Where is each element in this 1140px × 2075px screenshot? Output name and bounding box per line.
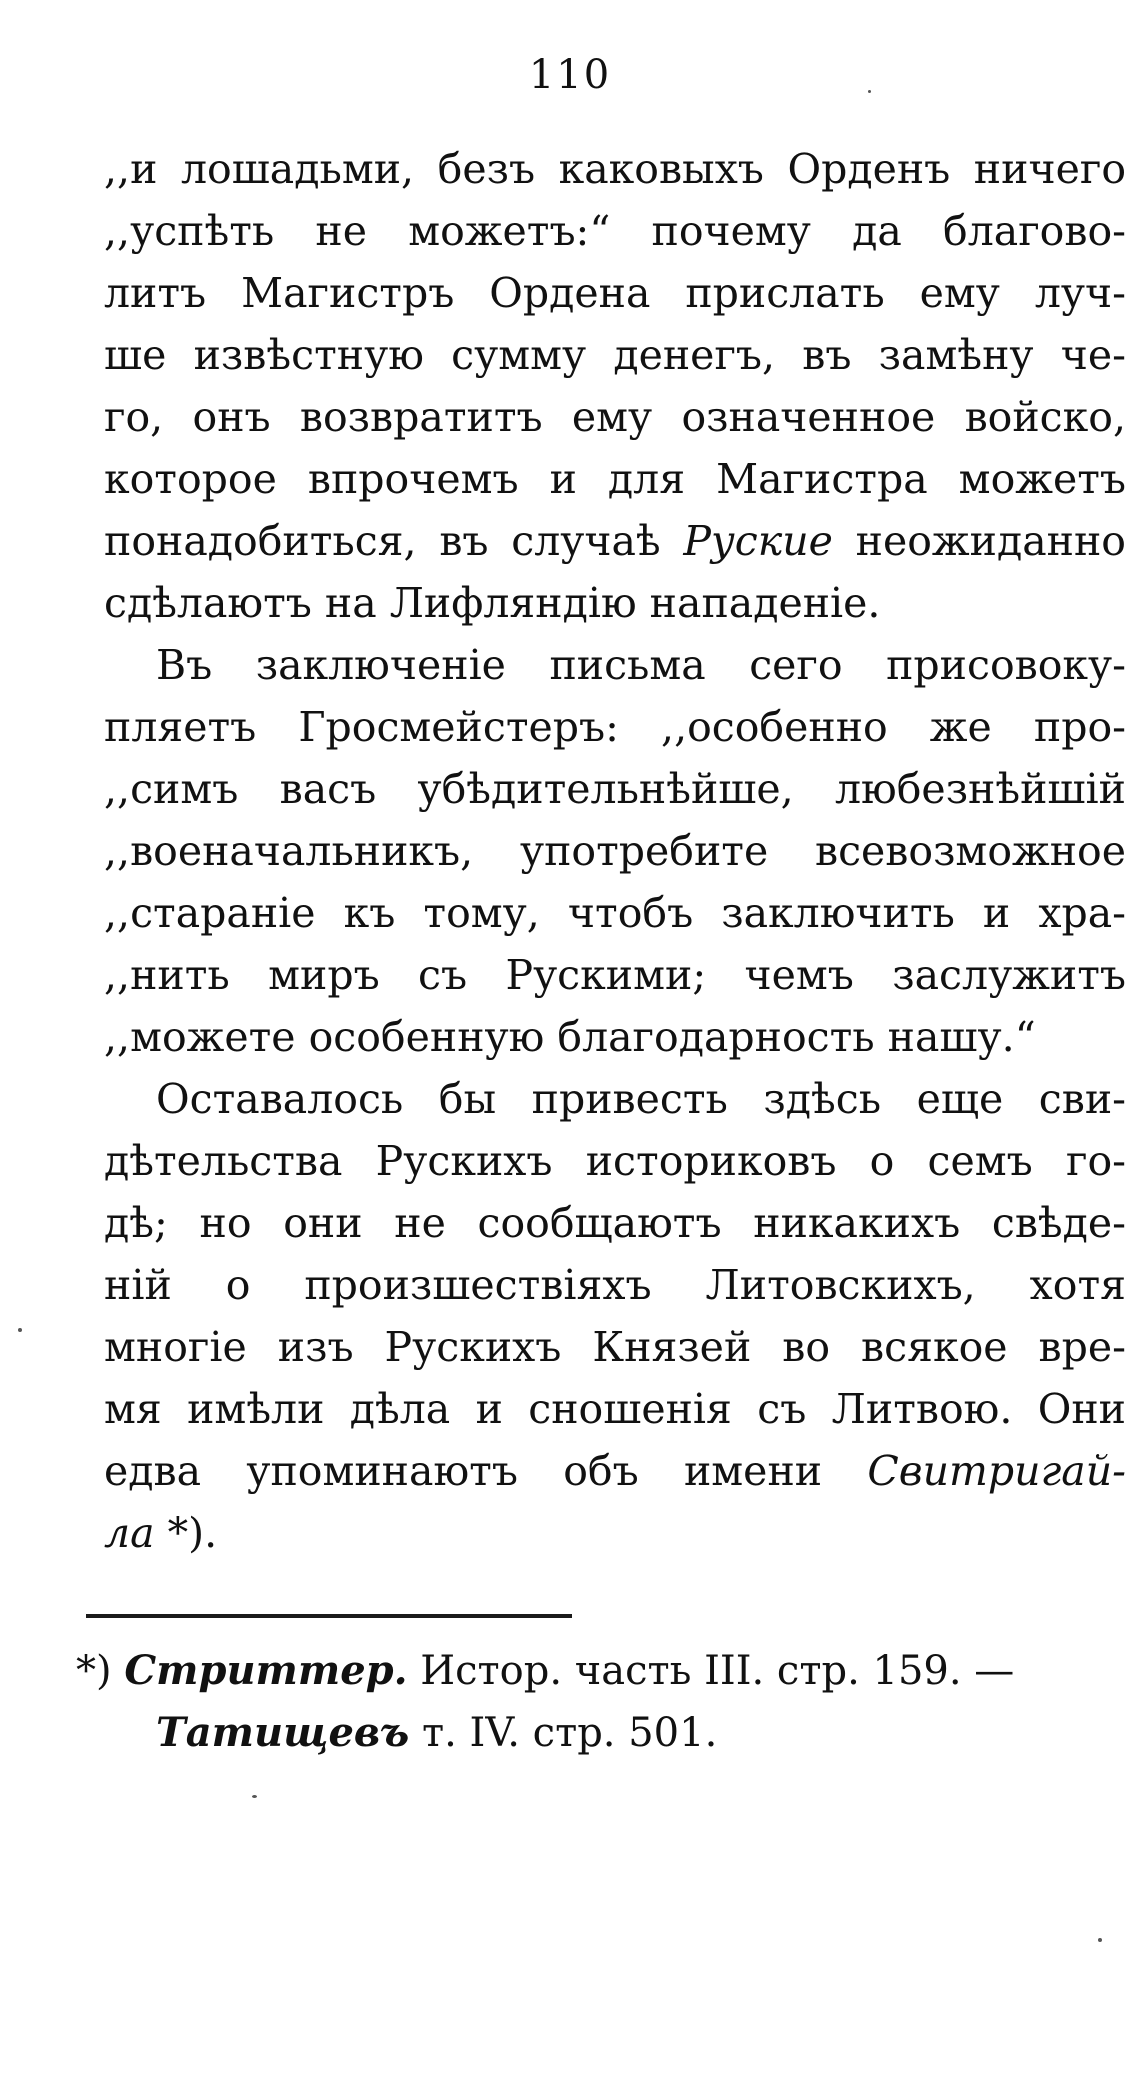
footnote-author: Стриттер. — [124, 1647, 408, 1694]
footnote-author: Татищевъ — [156, 1709, 410, 1756]
footnote-reference: т. IV. стр. 501. — [421, 1710, 718, 1756]
scan-speck — [1098, 1938, 1102, 1942]
scan-speck — [252, 1795, 257, 1798]
text-line-with-italic: ла *). — [104, 1509, 218, 1557]
italic-word: Руские — [683, 517, 833, 565]
text-line-with-italic: понадобиться, въ случаѣ Руские неожиданно — [104, 517, 1126, 565]
text-line: литъ Магистръ Ордена прислать ему луч- — [104, 269, 1126, 317]
page-number: 110 — [528, 52, 612, 98]
text-line: ній о произшествіяхъ Литовскихъ, хотя — [104, 1261, 1126, 1309]
text-line: ,,стараніе къ тому, чтобъ заключить и хра- — [104, 889, 1126, 937]
main-text — [104, 138, 1126, 1564]
text-line: го, онъ возвратитъ ему означенное войско, — [104, 393, 1126, 441]
text-line: ,,военачальникъ, употребите всевозможное — [104, 827, 1126, 875]
text-line: ,,симъ васъ убѣдительнѣйше, любезнѣйшій — [104, 765, 1126, 813]
text-line: ше извѣстную сумму денегъ, въ замѣну че- — [104, 331, 1126, 379]
footnote — [76, 1640, 1136, 1764]
text-line: ,,можете особенную благодарность нашу.“ — [104, 1013, 1036, 1061]
text-line: дѣтельства Рускихъ историковъ о семъ го- — [104, 1137, 1126, 1185]
footnote-marker: *) — [76, 1648, 112, 1694]
text-line: Въ заключеніе письма сего присовоку- — [156, 641, 1126, 689]
text-line: сдѣлаютъ на Лифляндію нападеніе. — [104, 579, 881, 627]
italic-word: Свитригай- — [867, 1447, 1126, 1495]
text-line: ,,нить миръ съ Рускими; чемъ заслужитъ — [104, 951, 1126, 999]
text-line: Оставалось бы привесть здѣсь еще сви- — [156, 1075, 1126, 1123]
footnote-reference: Истор. часть III. стр. 159. — — [420, 1648, 1015, 1694]
text-line: мя имѣли дѣла и сношенія съ Литвою. Они — [104, 1385, 1126, 1433]
text-line: которое впрочемъ и для Магистра можетъ — [104, 455, 1126, 503]
text-line: многіе изъ Рускихъ Князей во всякое вре- — [104, 1323, 1126, 1371]
footnote-line — [76, 1640, 1136, 1702]
footnote-divider — [86, 1614, 572, 1618]
scan-speck — [868, 90, 871, 93]
text-line: ,,и лошадьми, безъ каковыхъ Орденъ ничего — [104, 145, 1126, 193]
italic-word: ла — [104, 1509, 155, 1557]
footnote-line — [76, 1702, 1136, 1764]
text-line: пляетъ Гросмейстеръ: ,,особенно же про- — [104, 703, 1126, 751]
text-line: дѣ; но они не сообщаютъ никакихъ свѣде- — [104, 1199, 1126, 1247]
text-line: ,,успѣть не можетъ:“ почему да благово- — [104, 207, 1126, 255]
scan-speck — [18, 1328, 22, 1332]
text-line-with-italic: едва упоминаютъ объ имени Свитригай- — [104, 1447, 1126, 1495]
